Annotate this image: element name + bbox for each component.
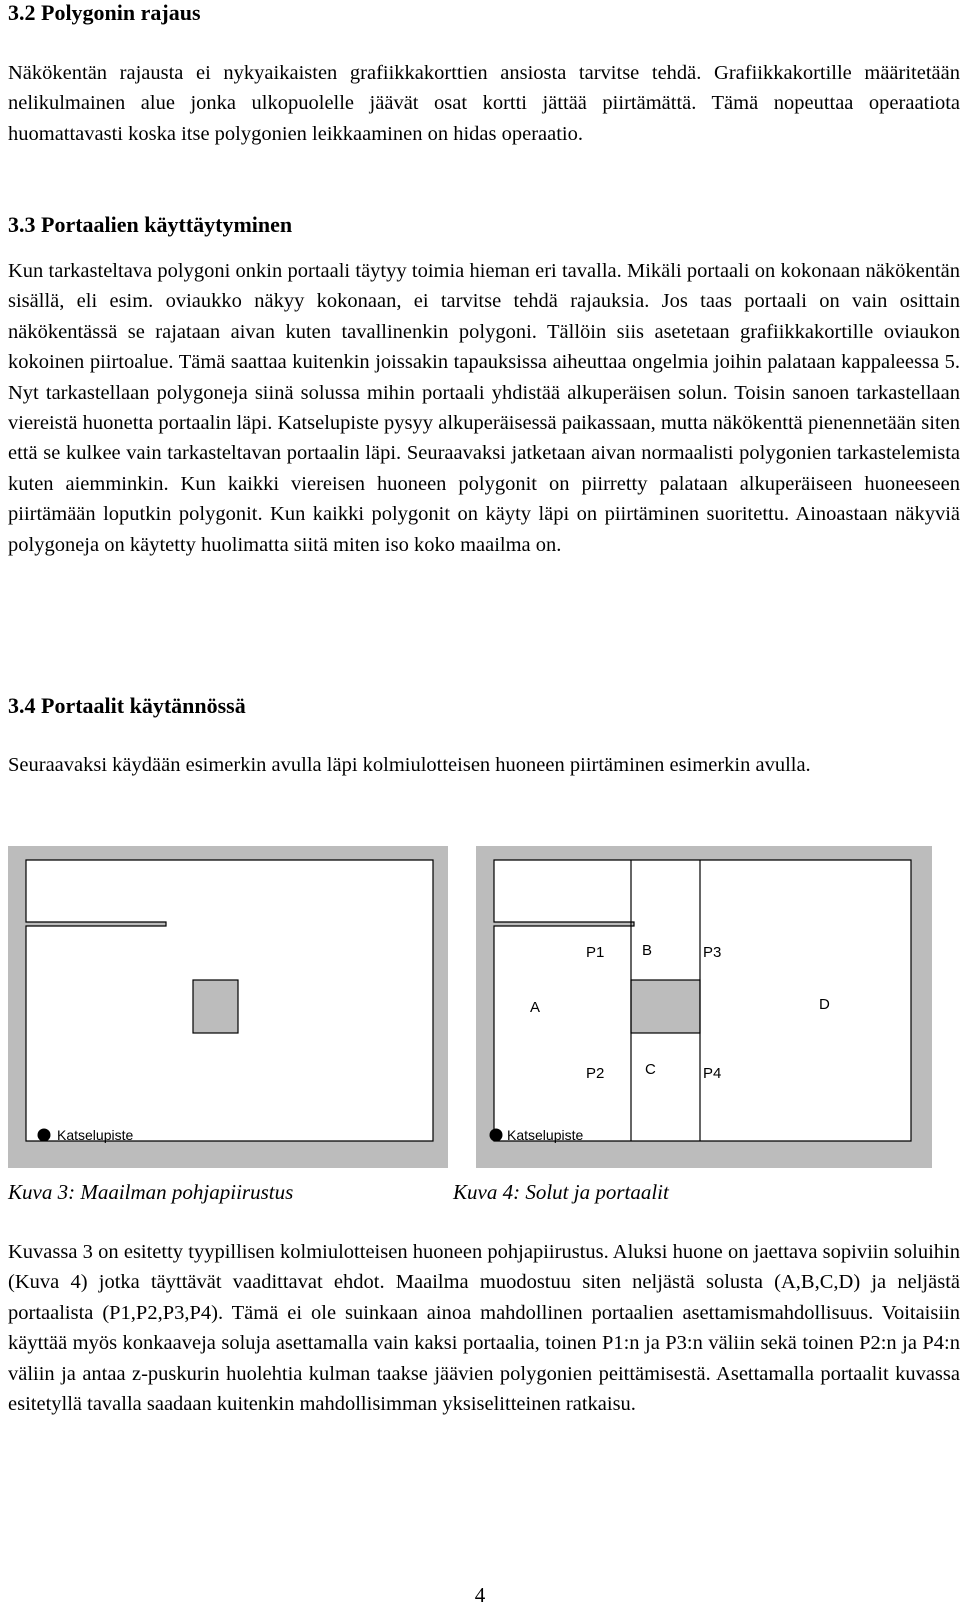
portal-p3-label: P3 bbox=[703, 944, 722, 961]
figure-4-caption: Kuva 4: Solut ja portaalit bbox=[453, 1180, 669, 1204]
pillar bbox=[631, 980, 700, 1033]
figure-3-caption: Kuva 3: Maailman pohjapiirustus bbox=[8, 1180, 294, 1204]
cell-d-label: D bbox=[819, 996, 830, 1013]
room-floor bbox=[494, 860, 911, 1141]
cell-a-label: A bbox=[530, 999, 541, 1016]
section-3-4-heading: 3.4 Portaalit käytännössä bbox=[8, 693, 246, 718]
figure-4-cells-portals bbox=[476, 846, 932, 1168]
portal-p2-label: P2 bbox=[586, 1065, 605, 1082]
figure-3-floor-plan bbox=[8, 846, 448, 1168]
viewpoint-icon bbox=[38, 1129, 51, 1142]
viewpoint-label: Katselupiste bbox=[57, 1127, 134, 1143]
cell-b-label: B bbox=[642, 942, 653, 959]
section-3-2-paragraph: Näkökentän rajausta ei nykyaikaisten grafiikkakorttien ansiosta tarvitse tehdä. Grafiikkakortille määritetään nelikulmainen alue jonka ulkopuolelle jäävät osat kortti jättää piirtämättä. Tämä nopeuttaa operaatiota huomattavasti koska itse polygonien leikkaaminen on hidas operaatio. bbox=[8, 62, 960, 145]
pillar bbox=[193, 980, 238, 1033]
portal-p4-label: P4 bbox=[703, 1065, 722, 1082]
section-3-3-heading: 3.3 Portaalien käyttäytyminen bbox=[8, 212, 293, 237]
viewpoint-label: Katselupiste bbox=[507, 1127, 584, 1143]
viewpoint-icon bbox=[490, 1129, 503, 1142]
section-3-4-paragraph: Seuraavaksi käydään esimerkin avulla läpi kolmiulotteisen huoneen piirtäminen esimerkin avulla. bbox=[8, 754, 811, 776]
closing-paragraph: Kuvassa 3 on esitetty tyypillisen kolmiulotteisen huoneen pohjapiirustus. Aluksi huone on jaettava sopiviin soluihin (Kuva 4) jotka täyttävät vaadittavat ehdot. Maailma muodostuu siten neljästä solusta (A,B,C,D) ja neljästä portaalista (P1,P2,P3,P4). Tämä ei ole suinkaan ainoa mahdollinen portaalien asettamismahdollisuus. Voitaisiin käyttää myös konkaaveja soluja asettamalla vain kaksi portaalia, toinen P1:n ja P3:n väliin sekä toinen P2:n ja P4:n väliin ja antaa z-puskurin huolehtia kulman taakse jäävien polygonien peittämisestä. Asettamalla portaalit kuvassa esitetyllä tavalla saadaan kuitenkin mahdollisimman yksiselitteinen ratkaisu. bbox=[8, 1241, 960, 1416]
section-3-2-heading: 3.2 Polygonin rajaus bbox=[8, 0, 201, 25]
cell-c-label: C bbox=[645, 1061, 656, 1078]
page-number: 4 bbox=[474, 1583, 486, 1607]
section-3-3-paragraph: Kun tarkasteltava polygoni onkin portaali täytyy toimia hieman eri tavalla. Mikäli portaali on kokonaan näkökentän sisällä, eli esim. oviaukko näkyy kokonaan, ei tarvitse tehdä rajauksia. Jos taas portaali on vain osittain näkökentässä se rajataan aivan kuten tavallinenkin polygoni. Tällöin siis asetetaan grafiikkakortille oviaukon kokoinen piirtoalue. Tämä saattaa kuitenkin joissakin tapauksissa aiheuttaa ongelmia joihin palataan kappaleessa 5. Nyt tarkastellaan polygoneja siinä solussa mihin portaali yhdistää alkuperäisen solun. Toisin sanoen tarkastellaan viereistä huonetta portaalin läpi. Katselupiste pysyy alkuperäisessä paikassaan, mutta näkökenttä pienennetään siten että se kulkee vain tarkasteltavan portaalin läpi. Seuraavaksi jatketaan aivan normaalisti polygonien tarkastelemista kuten aiemminkin. Kun kaikki viereisen huoneen polygonit on piirretty palataan alkuperäiseen huoneeseen piirtämään loputkin polygonit. Kun kaikki polygonit on käyty läpi on piirtäminen suoritettu. Ainoastaan näkyviä polygoneja on käytetty huolimatta siitä miten iso koko maailma on. bbox=[8, 260, 960, 556]
portal-p1-label: P1 bbox=[586, 944, 605, 961]
